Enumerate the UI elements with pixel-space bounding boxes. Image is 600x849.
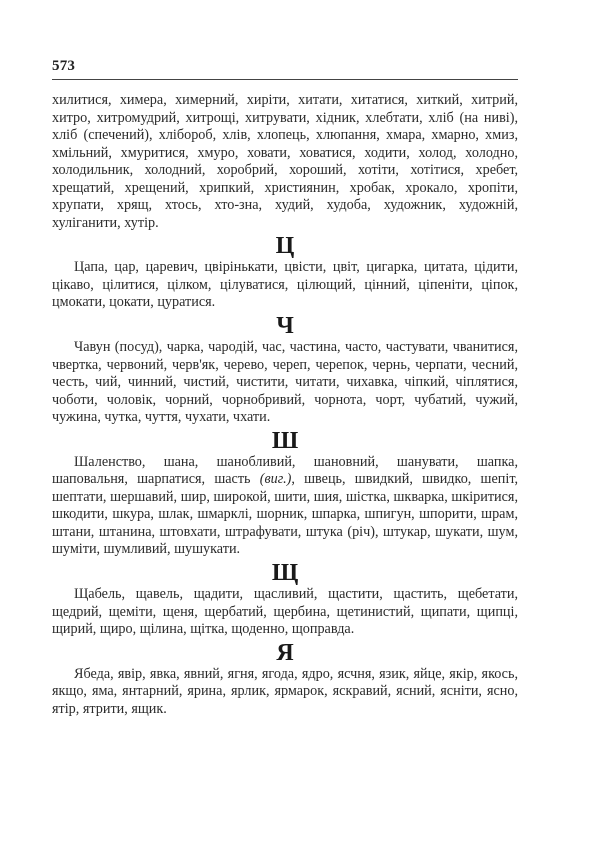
section-sh-words [52, 454, 518, 559]
header-rule [52, 79, 518, 80]
page-number: 573 [52, 58, 76, 74]
letter-heading-shch: Щ [271, 560, 299, 587]
section-kh-continued: хилитися, химера, химерний, хиріти, хитати, хитатися, хиткий, хитрий, хитро, хитромудрий, хитрощі, хитрувати, хідник, хлебтати, хліб (на ниві), хліб (спечений), хлібороб, хлів, хлопець, хлюпання, хмара, хмарно, хмиз, хмільний, хмуритися, хмуро, ховати, ховатися, ходити, холод, холодно, холодильник, холодний, хоробрий, хороший, хотіти, хотітися, хребет, хрещатий, хрещений, хрипкий, християнин, хробак, хрокало, хропіти, хрупати, хрящ, хтось, хто-зна, худий, худоба, художник, художній, хуліганити, хутір. [52, 92, 518, 231]
section-sh-text-part1: Шаленство, шана, шанобливий, шановний, шанувати, шапка, шаповальня, шарпатися, шасть [52, 453, 518, 488]
letter-heading-ch: Ч [276, 313, 294, 340]
letter-heading-sh: Ш [271, 427, 299, 454]
section-ch-words: Чавун (посуд), чарка, чародій, час, частина, часто, частувати, чванитися, чвертка, червоний, черв'як, черево, череп, черепок, чернь, черпати, чесний, честь, чий, чинний, чистий, чистити, читати, чихавка, чіпкий, чіплятися, чоботи, чоловік, чорний, чорнобривий, чорнота, чорт, чубатий, чужий, чужина, чутка, чуття, чухати, чхати. [52, 339, 518, 426]
letter-heading-ts: Ц [275, 233, 295, 260]
abbreviation-vyg: (виг.) [259, 471, 292, 488]
section-shch-words: Щабель, щавель, щадити, щасливий, щастити, щастить, щебетати, щедрий, щеміти, щеня, щербатий, щербина, щетинистий, щипати, щипці, щирий, щиро, щілина, щітка, щоденно, щоправда. [52, 586, 518, 638]
word-list-content [52, 92, 518, 718]
section-sh-text-part2: , швець, швидкий, швидко, шепіт, шептати, шершавий, шир, широкой, шити, шия, шістка, шкварка, шкіритися, шкодити, шкура, шлак, шмарклі, шорник, шпарка, шпигун, шпорити, шрам, штани, штанина, штовхати, штрафувати, штука (річ), штукар, шукати, шум, шуміти, шумливий, шушукати. [52, 471, 518, 558]
section-ts-words: Цапа, цар, царевич, цвірінькати, цвісти, цвіт, цигарка, цитата, цідити, цікаво, цілитися, цілком, цілуватися, цілющий, цінний, ціпеніти, ціпок, цмокати, цокати, цуратися. [52, 259, 518, 311]
section-ya-words: Ябеда, явір, явка, явний, ягня, ягода, ядро, ясчня, язик, яйце, якір, якось, якщо, яма, янтарний, ярина, ярлик, ярмарок, яскравий, ясний, ясніти, ясно, ятір, ятрити, ящик. [52, 665, 518, 717]
letter-heading-ya: Я [276, 639, 294, 666]
